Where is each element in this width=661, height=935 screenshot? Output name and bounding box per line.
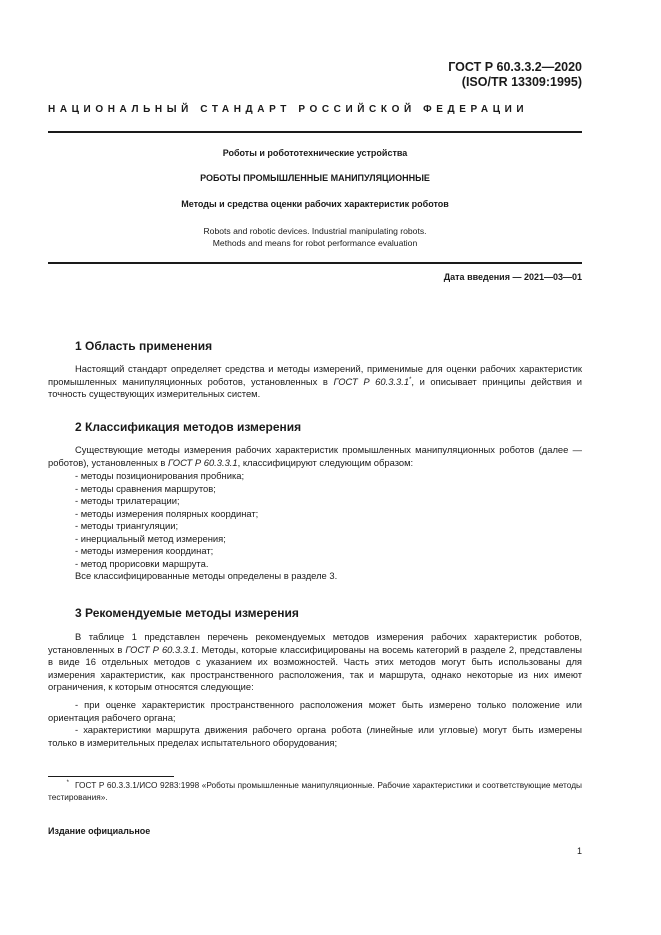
list-item: - методы измерения координат;	[75, 545, 214, 556]
standard-reference: ГОСТ Р 60.3.3.1	[168, 456, 238, 468]
footnote	[48, 780, 582, 803]
section-3-paragraph-3	[48, 724, 582, 749]
list-item: - инерциальный метод измерения;	[75, 532, 226, 544]
standard-reference: ГОСТ Р 60.3.3.1	[333, 375, 410, 387]
standard-reference: ГОСТ Р 60.3.3.1	[125, 643, 196, 655]
text-span: В таблице 1 представлен перечень рекомендуемых методов измерения рабочих характеристик роботов, установленных в	[48, 631, 582, 655]
standard-code	[448, 60, 582, 90]
list-closing: Все классифицированные методы определены в разделе 3.	[75, 570, 338, 581]
footnote-mark: *	[66, 780, 69, 787]
title-rule	[48, 262, 582, 264]
text-span: , классифицируют следующим образом:	[237, 456, 414, 468]
text-span: - характеристики маршрута движения рабочего органа робота (линейные или угловые) могут быть измерены только в измерительных пределах испытательного оборудования;	[48, 724, 582, 748]
list-item: - методы трилатерации;	[75, 495, 180, 506]
text-span: , и описывает принципы действия и точность существующих измерительных систем.	[48, 375, 582, 399]
national-standard-title: НАЦИОНАЛЬНЫЙ СТАНДАРТ РОССИЙСКОЙ ФЕДЕРАЦИИ	[48, 104, 529, 115]
list-item: - методы позиционирования пробника;	[75, 470, 245, 481]
list-item: - методы сравнения маршрутов;	[75, 482, 216, 494]
english-title-line2: Methods and means for robot performance evaluation	[212, 238, 418, 248]
list-item: - метод прорисовки маршрута.	[75, 557, 209, 569]
section-2-heading: 2 Классификация методов измерения	[75, 420, 302, 434]
text-span: . Методы, которые классифицированы на восемь категорий в разделе 2, представлены в виде 16 отдельных методов с указанием их возможностей. Часть этих методов могут быть использованы для измерения характеристик, как пространственного расположения, так и маршрута, однако некоторые из них имеют ограничения, к которым относятся следующие:	[48, 643, 582, 692]
sub-title: Методы и средства оценки рабочих характеристик роботов	[181, 199, 449, 209]
introduction-date: Дата введения — 2021—03—01	[443, 272, 582, 282]
english-title-line1: Robots and robotic devices. Industrial manipulating robots.	[203, 226, 427, 236]
header-rule	[48, 131, 582, 133]
section-1-paragraph	[48, 363, 582, 401]
section-3-heading: 3 Рекомендуемые методы измерения	[75, 606, 299, 620]
footnote-text: ГОСТ Р 60.3.3.1/ИСО 9283:1998 «Роботы промышленные манипуляционные. Рабочие характеристики и соответствующие методы тестирования».	[48, 780, 582, 802]
standard-code-line1: ГОСТ Р 60.3.3.2—2020	[448, 60, 582, 74]
list-item: - методы триангуляции;	[75, 520, 179, 531]
standard-code-line2: (ISO/TR 13309:1995)	[461, 75, 582, 89]
footnote-marker: *	[409, 376, 412, 383]
section-2-paragraph	[48, 444, 582, 469]
official-edition-label: Издание официальное	[48, 826, 151, 836]
main-title: РОБОТЫ ПРОМЫШЛЕННЫЕ МАНИПУЛЯЦИОННЫЕ	[200, 173, 430, 183]
section-3-paragraph-2	[48, 699, 582, 724]
section-1-heading: 1 Область применения	[75, 339, 213, 353]
text-span: - при оценке характеристик пространственного расположения может быть измерено только положение или ориентация рабочего органа;	[48, 699, 582, 723]
method-list	[75, 470, 582, 583]
text-span: Настоящий стандарт определяет средства и методы измерений, применимые для оценки рабочих характеристик промышленных манипуляционных роботов, установленных в	[48, 363, 582, 387]
group-title: Роботы и робототехнические устройства	[222, 148, 408, 158]
footnote-rule	[48, 776, 174, 777]
page-number: 1	[576, 846, 582, 856]
section-3-paragraph-1	[48, 631, 582, 694]
list-item: - методы измерения полярных координат;	[75, 507, 259, 519]
text-span: Существующие методы измерения рабочих характеристик промышленных манипуляционных роботов (далее — роботов), установленных в	[48, 444, 582, 468]
